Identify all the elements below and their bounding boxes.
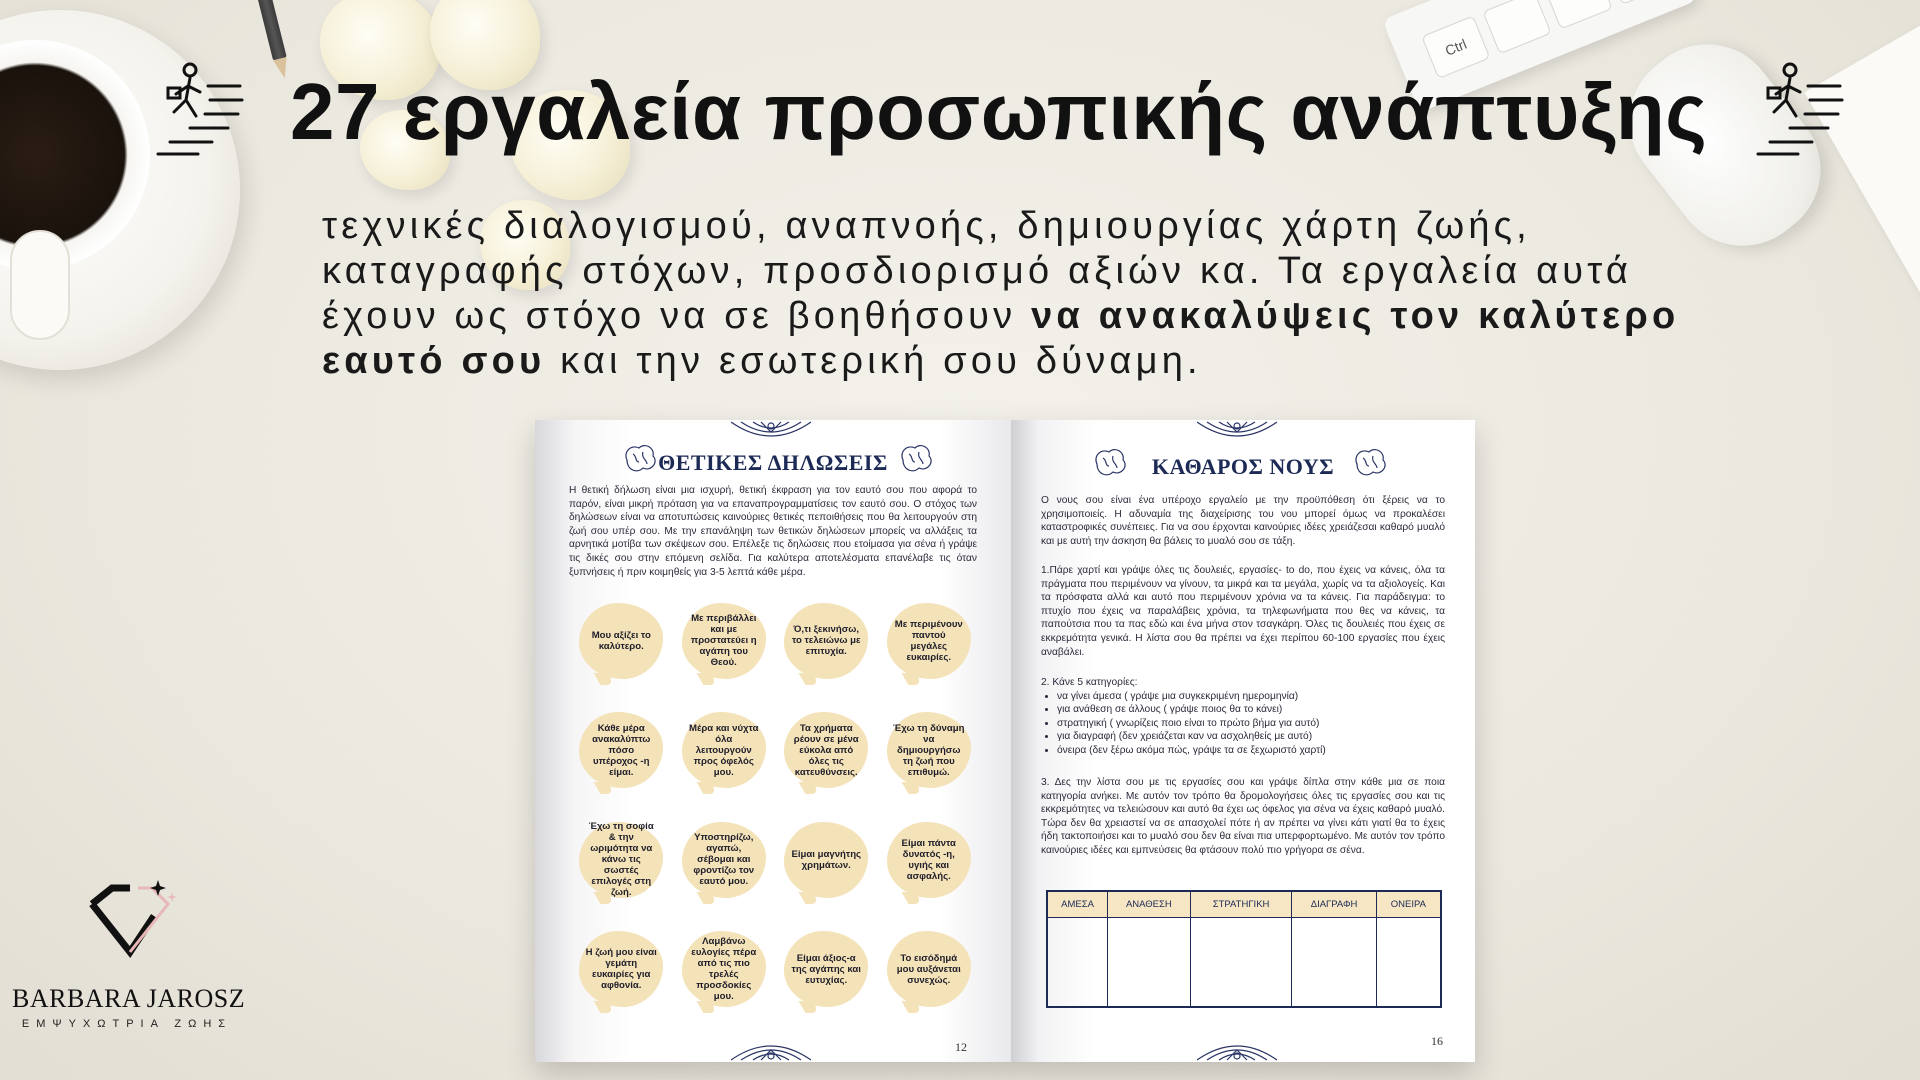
keyboard-key xyxy=(1544,0,1613,30)
workbook-page-right xyxy=(1011,420,1475,1062)
workbook-spread xyxy=(535,420,1475,1062)
step-two-title: 2. Κάνε 5 κατηγορίες: xyxy=(1041,677,1138,688)
affirmation-bubble: Η ζωή μου είναι γεμάτη ευκαιρίες για αφθονία. xyxy=(579,931,663,1007)
intro-paragraph xyxy=(322,204,1692,384)
section-title: ΘΕΤΙΚΕΣ ΔΗΛΩΣΕΙΣ xyxy=(658,450,888,475)
affirmation-bubble: Τα χρήματα ρέουν σε μένα εύκολα από όλες τις κατευθύνσεις. xyxy=(784,712,868,788)
section-description: Η θετική δήλωση είναι μια ισχυρή, θετική έκφραση για τον εαυτό σου που αφορά το παρόν, είναι μικρή πρόταση για να επαναπρογραμματίσεις τον εαυτό σου. Ο στόχος των δηλώσεων είναι να αποτυπώσεις καινούριες θετικές πεποιθήσεις που θα λειτουργούν στη ζωή σου υπέρ σου. Με την επανάληψη των θετικών δηλώσεων μπορείς να αλλάξεις τα αρνητικά μοτίβα των σκέψεων σου. Επέλεξε τις δηλώσεις που ετοίμασα για σένα ή γράψε τις δικές σου στην επόμενη σελίδα. Για καλύτερα αποτελέσματα επανέλαβε τις όταν ξυπνήσεις ή πριν κοιμηθείς για 3-5 λεπτά κάθε μέρα. xyxy=(569,485,977,578)
mandala-ornament-icon xyxy=(731,420,811,444)
table-cell xyxy=(1190,917,1292,1007)
section-intro: Ο νους σου είναι ένα υπέροχο εργαλείο με την προϋπόθεση ότι ξέρεις να το χρησιμοποιείς. Η αδυναμία της διαχείρισης του νου μπορεί όμως να προκαλέσει καταστροφικές συνέπειες. Για να σου έρχονται καινούριες ιδέες χρειάζεσαι καθαρό μυαλό και με αυτή την άσκηση θα βάλεις το μυαλό σου σε τάξη. xyxy=(1041,495,1445,547)
step-three: 3. Δες την λίστα σου με τις εργασίες σου και γράψε δίπλα στην κάθε μια σε ποια κατηγορία ανήκει. Με αυτόν τον τρόπο θα δρομολογήσεις όλες τις εργασίες σου και τις εκκρεμότητες να τελειώσουν και αυτό θα έχει ως όφελος για σένα να έχεις καθαρό μυαλό. Τώρα δεν θα χρειαστεί να σε απασχολεί πότε ή αν πρέπει να γίνει κάτι γιατί θα το έχεις ήδη τακτοποιήσει και το μυαλό σου δεν θα είναι πια υπερφορτωμένο. Με αυτόν τον τρόπο καινούριες ιδέες και εμπνεύσεις θα φτάσουν πολύ πιο γρήγορα σε σένα. xyxy=(1041,777,1445,856)
pencil xyxy=(251,0,286,60)
table-cell xyxy=(1376,917,1441,1007)
affirmation-bubble: Κάθε μέρα ανακαλύπτω πόσο υπέροχος -η είμαι. xyxy=(579,712,663,788)
table-header: ΑΜΕΣΑ xyxy=(1047,891,1108,917)
task-category-table xyxy=(1046,890,1442,1008)
page-number: 12 xyxy=(955,1040,967,1054)
mandala-ornament-icon xyxy=(731,1038,811,1062)
affirmation-bubble: Ό,τι ξεκινήσω, το τελειώνω με επιτυχία. xyxy=(784,603,868,679)
intro-text-end: και την εσωτερική σου δύναμη. xyxy=(545,340,1202,382)
affirmation-grid xyxy=(575,590,975,1020)
affirmation-bubble: Μέρα και νύχτα όλα λειτουργούν προς όφελός μου. xyxy=(682,712,766,788)
categories-list xyxy=(1041,676,1445,758)
affirmation-bubble: Είμαι άξιος-α της αγάπης και ευτυχίας. xyxy=(784,931,868,1007)
affirmation-bubble: Με περιβάλλει και με προστατεύει η αγάπη του Θεού. xyxy=(682,603,766,679)
category-item: • να γίνει άμεσα ( γράψε μια συγκεκριμένη ημερομηνία) xyxy=(1057,690,1445,704)
mandala-ornament-icon xyxy=(1197,1038,1277,1062)
affirmation-bubble: Είμαι μαγνήτης χρημάτων. xyxy=(784,822,868,898)
affirmation-bubble: Μου αξίζει το καλύτερο. xyxy=(579,603,663,679)
intro-highlight: να ανακαλύψεις τον καλύτερο εαυτό σου xyxy=(322,295,1680,382)
keyboard-key xyxy=(1605,0,1674,5)
step-one: 1.Πάρε χαρτί και γράψε όλες τις δουλειές, εργασίες- to do, που έχεις να κάνεις, όλα τα πράγματα που περιμένουν να γίνουν, τα μικρά και τα μεγάλα, χωρίς να τα αξιολογείς. Και τα πρόσφατα αλλά και αυτό που περιμένουν χρόνια να τα κάνεις. Για παράδειγμα: το πτυχίο που έχεις να παραλάβεις χρόνια, τα τηλεφωνήματα που θες να κάνεις, τα παπούτσια που τα πας εδώ και ένα μήνα στον τσαγκάρη. Όλες τις δουλειές που έχεις σε εκκρεμότητα γενικά. Η λίστα σου θα πρέπει να έχει περίπου 60-100 εργασίες που έχεις αναβάλει. xyxy=(1041,565,1445,658)
table-cell xyxy=(1292,917,1376,1007)
coffee-cup-handle xyxy=(10,230,70,340)
table-header: ΑΝΑΘΕΣΗ xyxy=(1108,891,1191,917)
stair-climber-icon xyxy=(1750,58,1850,158)
diamond-logo-icon xyxy=(72,880,192,980)
affirmation-bubble: Το εισόδημά μου αυξάνεται συνεχώς. xyxy=(887,931,971,1007)
table-cell xyxy=(1108,917,1191,1007)
affirmation-bubble: Με περιμένουν παντού μεγάλες ευκαιρίες. xyxy=(887,603,971,679)
brand-tagline: ΕΜΨΥΧΩΤΡΙΑ ΖΩΗΣ xyxy=(21,1018,233,1030)
intro-text: τεχνικές διαλογισμού, αναπνοής, δημιουργίας χάρτη ζωής, καταγραφής στόχων, προσδιορισμό αξιών κα. Τα εργαλεία αυτά έχουν ως στόχο να σε βοηθήσουν xyxy=(322,205,1633,337)
brand-name: BARBARA JAROSZ xyxy=(12,984,246,1013)
table-cell xyxy=(1047,917,1108,1007)
category-item: • όνειρα (δεν ξέρω ακόμα πώς, γράψε τα σε ξεχωριστό χαρτί) xyxy=(1057,744,1445,758)
section-title: ΚΑΘΑΡΟΣ ΝΟΥΣ xyxy=(1151,454,1335,479)
table-header: ΣΤΡΑΤΗΓΙΚΗ xyxy=(1190,891,1292,917)
affirmation-bubble: Έχω τη δύναμη να δημιουργήσω τη ζωή που επιθυμώ. xyxy=(887,712,971,788)
keyboard-key-ctrl: Ctrl xyxy=(1421,15,1490,79)
affirmation-bubble: Υποστηρίζω, αγαπώ, σέβομαι και φροντίζω τον εαυτό μου. xyxy=(682,822,766,898)
affirmation-bubble: Έχω τη σοφία & την ωριμότητα να κάνω τις σωστές επιλογές στη ζωή. xyxy=(579,822,663,898)
category-item: • στρατηγική ( γνωρίζεις ποιο είναι το πρώτο βήμα για αυτό) xyxy=(1057,717,1445,731)
brand-logo xyxy=(12,880,246,1040)
affirmation-bubble: Είμαι πάντα δυνατός -η, υγιής και ασφαλής. xyxy=(887,822,971,898)
affirmation-bubble: Λαμβάνω ευλογίες πέρα από τις πιο τρελές προσδοκίες μου. xyxy=(682,931,766,1007)
category-item: • για διαγραφή (δεν χρειάζεται καν να ασχοληθείς με αυτό) xyxy=(1057,730,1445,744)
table-header: ΔΙΑΓΡΑΦΗ xyxy=(1292,891,1376,917)
page-number: 16 xyxy=(1431,1034,1443,1048)
keyboard-key xyxy=(1482,0,1551,54)
category-item: • για ανάθεση σε άλλους ( γράψε ποιος θα το κάνει) xyxy=(1057,703,1445,717)
mandala-ornament-icon xyxy=(1197,420,1277,444)
table-header: ΟΝΕΙΡΑ xyxy=(1376,891,1441,917)
stair-climber-icon xyxy=(150,58,250,158)
page-title: 27 εργαλεία προσωπικής ανάπτυξης xyxy=(290,67,1708,156)
workbook-page-left xyxy=(535,420,1011,1062)
